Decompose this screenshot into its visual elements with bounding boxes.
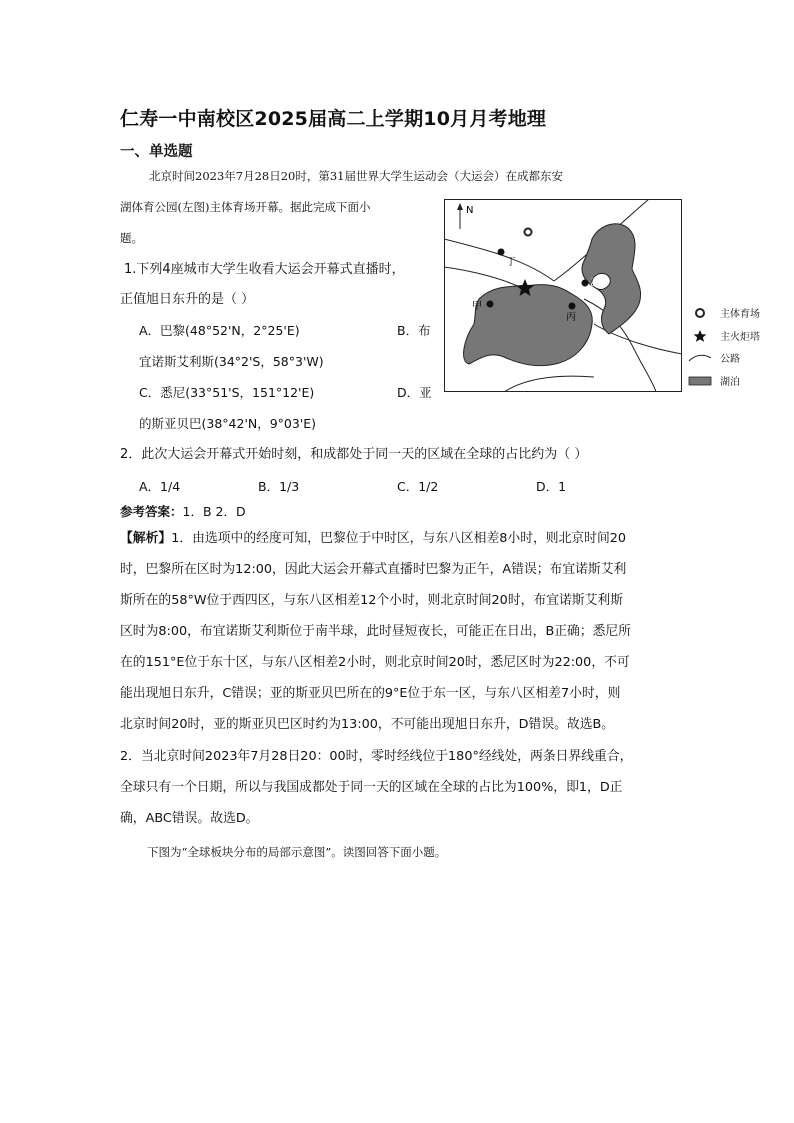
explanation-line-5: 在的151°E位于东十区，与东八区相差2小时，则北京时间20时，悉尼区时为22:00，不可: [120, 655, 630, 670]
legend-label: 湖泊: [720, 377, 740, 388]
venue-map: [444, 199, 682, 392]
section-heading: 一、单选题: [120, 144, 193, 160]
page-title: 仁寿一中南校区2025届高二上学期10月月考地理: [120, 108, 547, 130]
point-bing: [569, 303, 576, 310]
explanation-line-1: [120, 531, 626, 547]
legend-label: 主体育场: [720, 309, 760, 320]
explanation-line-10: 确，ABC错误。故选D。: [120, 811, 259, 826]
legend-label: 主火炬塔: [720, 332, 760, 343]
q1-option-d-part2: 的斯亚贝巴(38°42'N，9°03'E): [139, 416, 317, 431]
answer-line: [120, 504, 246, 520]
explanation-line-6: 能出现旭日东升，C错误；亚的斯亚贝巴所在的9°E位于东一区，与东八区相差7小时，则: [120, 686, 621, 701]
q2-option-c: C．1/2: [397, 479, 439, 494]
explanation-line-4: 区时为8:00，布宜诺斯艾利斯位于南半球，此时昼短夜长，可能正在日出，B正确；悉尼所: [120, 624, 632, 639]
q2-stem: 2．此次大运会开幕式开始时刻，和成都处于同一天的区域在全球的占比约为（ ）: [120, 447, 588, 462]
q2-option-d: D．1: [536, 479, 567, 494]
star-icon: [688, 329, 712, 343]
intro-line-2: 湖体育公园(左图)主体育场开幕。据此完成下面小: [120, 200, 371, 214]
point-ding: [498, 249, 505, 256]
legend-stadium: [688, 305, 760, 320]
intro-line-3: 题。: [120, 231, 143, 245]
stadium-icon: [688, 306, 712, 320]
q2-option-a: A．1/4: [139, 479, 181, 494]
map-svg: [444, 199, 682, 392]
explanation-label: 【解析】: [120, 531, 172, 546]
legend-road: [688, 350, 740, 365]
label-jia: 甲: [472, 301, 482, 312]
q1-option-d-part1: D．亚: [397, 385, 432, 400]
explanation-line-7: 北京时间20时，亚的斯亚贝巴区时约为13:00，不可能出现旭日东升，D错误。故选B。: [120, 717, 615, 732]
explanation-line-2: 时，巴黎所在区时为12:00，因此大运会开幕式直播时巴黎为正午，A错误；布宜诺斯艾利: [120, 562, 627, 577]
answer-text: 1．B 2．D: [182, 504, 246, 519]
label-ding: 丁: [506, 257, 516, 268]
legend-label: 公路: [720, 354, 740, 365]
next-question-intro: 下图为“全球板块分布的局部示意图”。读图回答下面小题。: [147, 845, 447, 859]
q1-option-b-part1: B．布: [397, 323, 431, 338]
intro-line-1: 北京时间2023年7月28日20时，第31届世界大学生运动会（大运会）在成都东安: [149, 169, 563, 183]
point-jia: [487, 301, 494, 308]
explanation-line-9: 全球只有一个日期，所以与我国成都处于同一天的区域在全球的占比为100%，即1，D正: [120, 780, 623, 795]
road-icon: [688, 352, 712, 364]
answer-label: 参考答案：: [120, 504, 183, 519]
q1-stem-line-2: 正值旭日东升的是（ ）: [120, 292, 255, 307]
legend-lake: [688, 373, 740, 388]
explanation-line-3: 斯所在的58°W位于西四区，与东八区相差12个小时，则北京时间20时，布宜诺斯艾利斯: [120, 593, 623, 608]
label-yi: 乙: [590, 278, 600, 289]
north-label: N: [466, 205, 474, 216]
explanation-line-8: 2．当北京时间2023年7月28日20：00时，零时经线位于180°经线处，两条日界线重合，: [120, 749, 633, 764]
explanation-text: 1．由选项中的经度可知，巴黎位于中时区，与东八区相差8小时，则北京时间20: [171, 531, 627, 546]
lake-icon: [688, 375, 712, 387]
label-bing: 丙: [566, 312, 576, 323]
q1-option-a: A．巴黎(48°52'N，2°25'E): [139, 323, 300, 338]
legend-torch: [688, 328, 760, 343]
q1-option-c: C．悉尼(33°51'S，151°12'E): [139, 385, 315, 400]
lake-main: [464, 285, 593, 366]
q1-stem-line-1: 1.下列4座城市大学生收看大运会开幕式直播时，: [124, 262, 405, 277]
q1-option-b-part2: 宜诺斯艾利斯(34°2'S，58°3'W): [139, 354, 324, 369]
q2-option-b: B．1/3: [258, 479, 300, 494]
point-yi: [582, 280, 589, 287]
